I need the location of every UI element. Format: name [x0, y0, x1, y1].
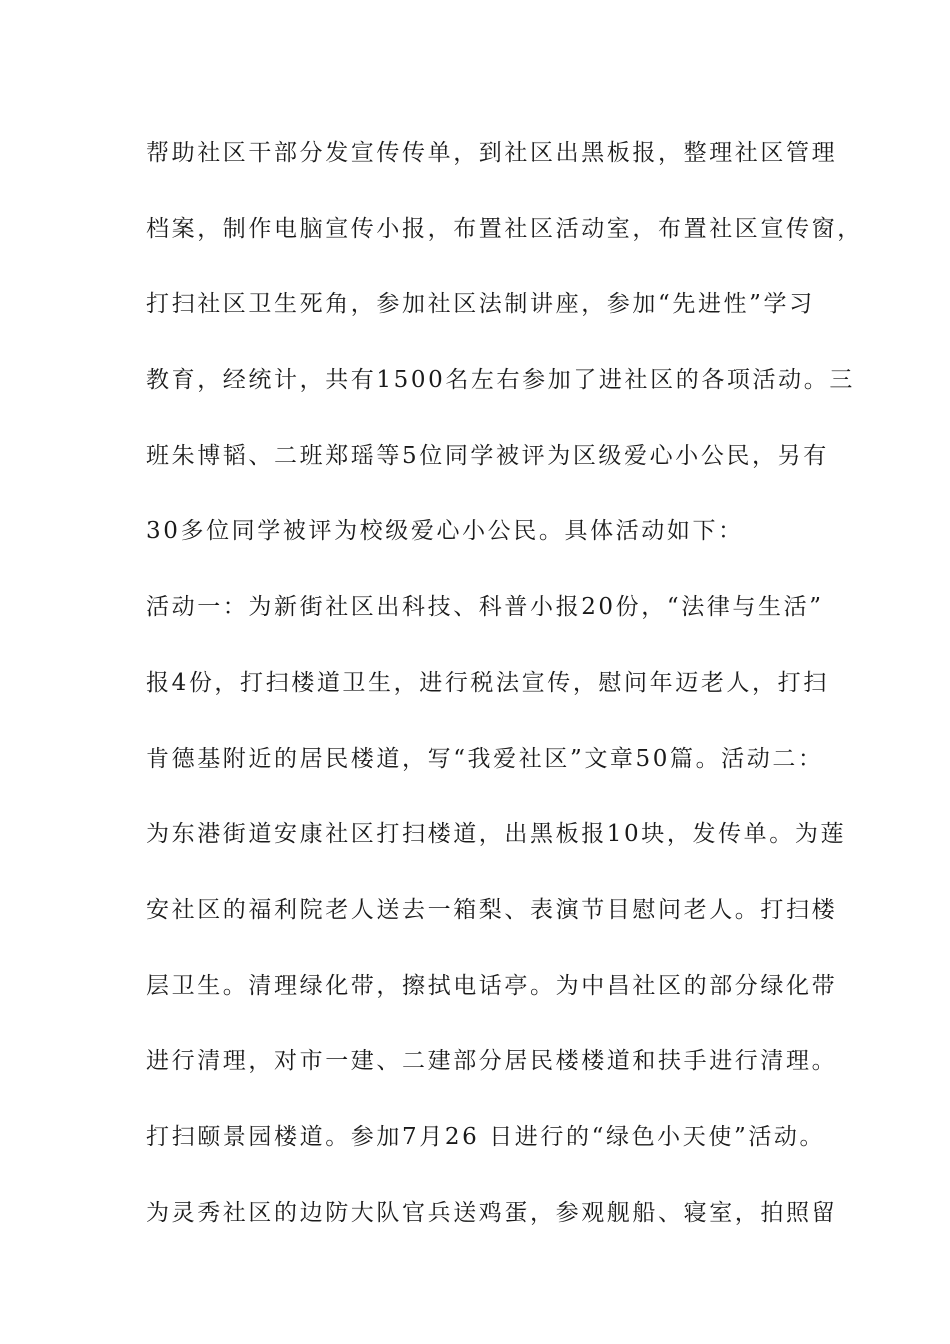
text-line: 为东港街道安康社区打扫楼道，出黑板报10块，发传单。为莲 — [146, 821, 847, 848]
text-line: 帮助社区干部分发宣传传单，到社区出黑板报，整理社区管理 — [146, 140, 838, 166]
text-line: 教育，经统计，共有1500名左右参加了进社区的各项活动。三 — [146, 367, 855, 394]
text-line: 进行清理，对市一建、二建部分居民楼楼道和扶手进行清理。 — [146, 1048, 838, 1075]
text-line: 报4份，打扫楼道卫生，进行税法宣传，慰问年迈老人，打扫 — [146, 669, 829, 696]
text-line: 肯德基附近的居民楼道，写“我爱社区”文章50篇。活动二： — [146, 745, 824, 772]
text-line: 安社区的福利院老人送去一箱梨、表演节目慰问老人。打扫楼 — [146, 896, 838, 923]
text-line: 档案，制作电脑宣传小报，布置社区活动室，布置社区宣传窗， — [146, 215, 863, 242]
text-line: 为灵秀社区的边防大队官兵送鸡蛋，参观舰船、寝室，拍照留 — [146, 1199, 838, 1226]
text-line: 打扫社区卫生死角，参加社区法制讲座，参加“先进性”学习 — [146, 291, 815, 318]
body-text — [146, 131, 863, 1266]
text-line: 活动一：为新街社区出科技、科普小报20份，“法律与生活” — [146, 594, 824, 621]
text-line: 班朱博韬、二班郑瑶等5位同学被评为区级爱心小公民，另有 — [146, 442, 829, 469]
text-line: 打扫颐景园楼道。参加7月26 日进行的“绿色小天使”活动。 — [146, 1123, 826, 1150]
text-line: 30多位同学被评为校级爱心小公民。具体活动如下： — [146, 518, 744, 545]
text-line: 层卫生。清理绿化带，擦拭电话亭。为中昌社区的部分绿化带 — [146, 972, 838, 999]
